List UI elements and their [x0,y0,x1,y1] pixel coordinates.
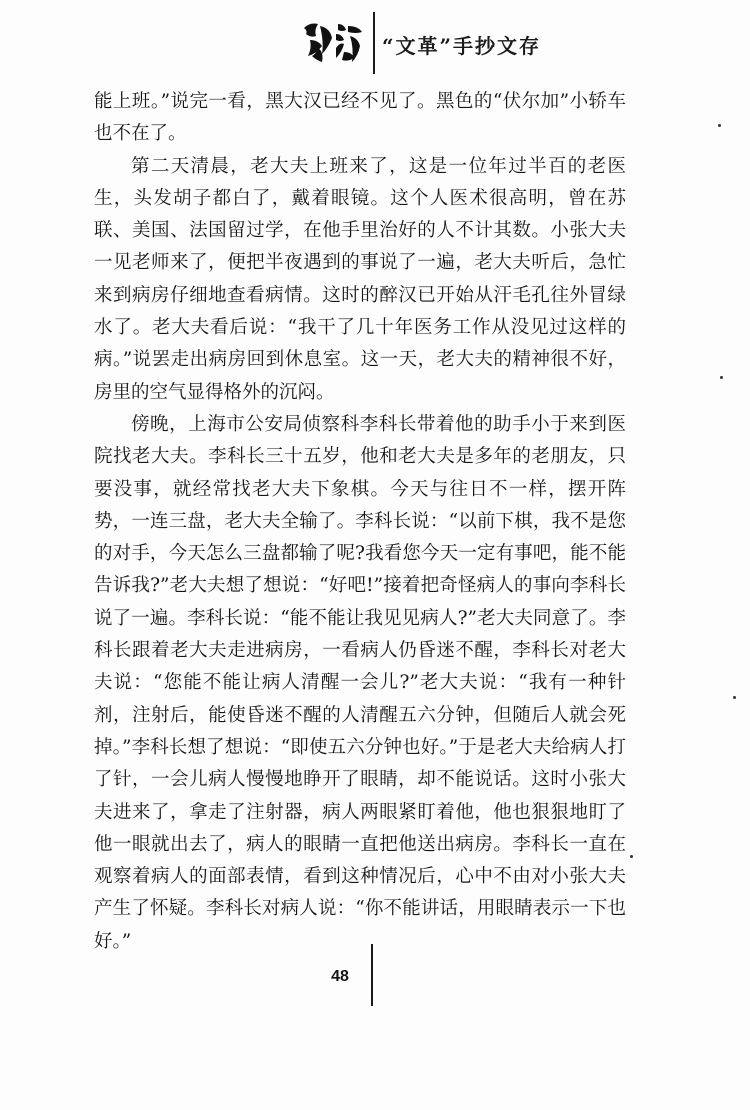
header-divider [373,12,375,74]
calligraphy-logo [300,18,366,66]
scan-speck [720,376,723,379]
footer-divider [371,944,373,1006]
header-title: “文革”手抄文存 [382,34,542,58]
scan-speck [733,696,736,699]
scan-speck [718,124,721,127]
scan-speck [630,855,633,858]
paragraph-3: 傍晚，上海市公安局侦察科李科长带着他的助手小于来到医院找老大夫。李科长三十五岁，他和老大夫是多年的老朋友，只要没事，就经常找老大夫下象棋。今天与往日不一样，摆开阵势，一连三盘，老大夫全输了。李科长说：“以前下棋，我不是您的对手，今天怎么三盘都输了呢?我看您今天一定有事吧，能不能告诉我?”老大夫想了想说：“好吧!”接着把奇怪病人的事向李科长说了一遍。李科长说：“能不能让我见见病人?”老大夫同意了。李科长跟着老大夫走进病房，一看病人仍昏迷不醒，李科长对老大夫说：“您能不能让病人清醒一会儿?”老大夫说：“我有一种针剂，注射后，能使昏迷不醒的人清醒五六分钟，但随后人就会死掉。”李科长想了想说：“即使五六分钟也好。”于是老大夫给病人打了针，一会儿病人慢慢地睁开了眼睛，却不能说话。这时小张大夫进来了，拿走了注射器，病人两眼紧盯着他，他也狠狠地盯了他一眼就出去了，病人的眼睛一直把他送出病房。李科长一直在观察着病人的面部表情，看到这种情况后，心中不由对小张大夫产生了怀疑。李科长对病人说：“你不能讲话，用眼睛表示一下也好。” [94,413,626,952]
page-header [0,0,750,90]
paragraph-2: 第二天清晨，老大夫上班来了，这是一位年过半百的老医生，头发胡子都白了，戴着眼镜。这个人医术很高明，曾在苏联、美国、法国留过学，在他手里治好的人不计其数。小张大夫一见老师来了，便把半夜遇到的事说了一遍，老大夫听后，急忙来到病房仔细地查看病情。这时的醉汉已开始从汗毛孔往外冒绿水了。老大夫看后说：“我干了几十年医务工作从没见过这样的病。”说罢走出病房回到休息室。这一天，老大夫的精神很不好，房里的空气显得格外的沉闷。 [94,155,626,403]
page-number: 48 [331,968,349,985]
body-text [94,86,626,958]
paragraph-1: 能上班。”说完一看，黑大汉已经不见了。黑色的“伏尔加”小轿车也不在了。 [94,91,626,145]
